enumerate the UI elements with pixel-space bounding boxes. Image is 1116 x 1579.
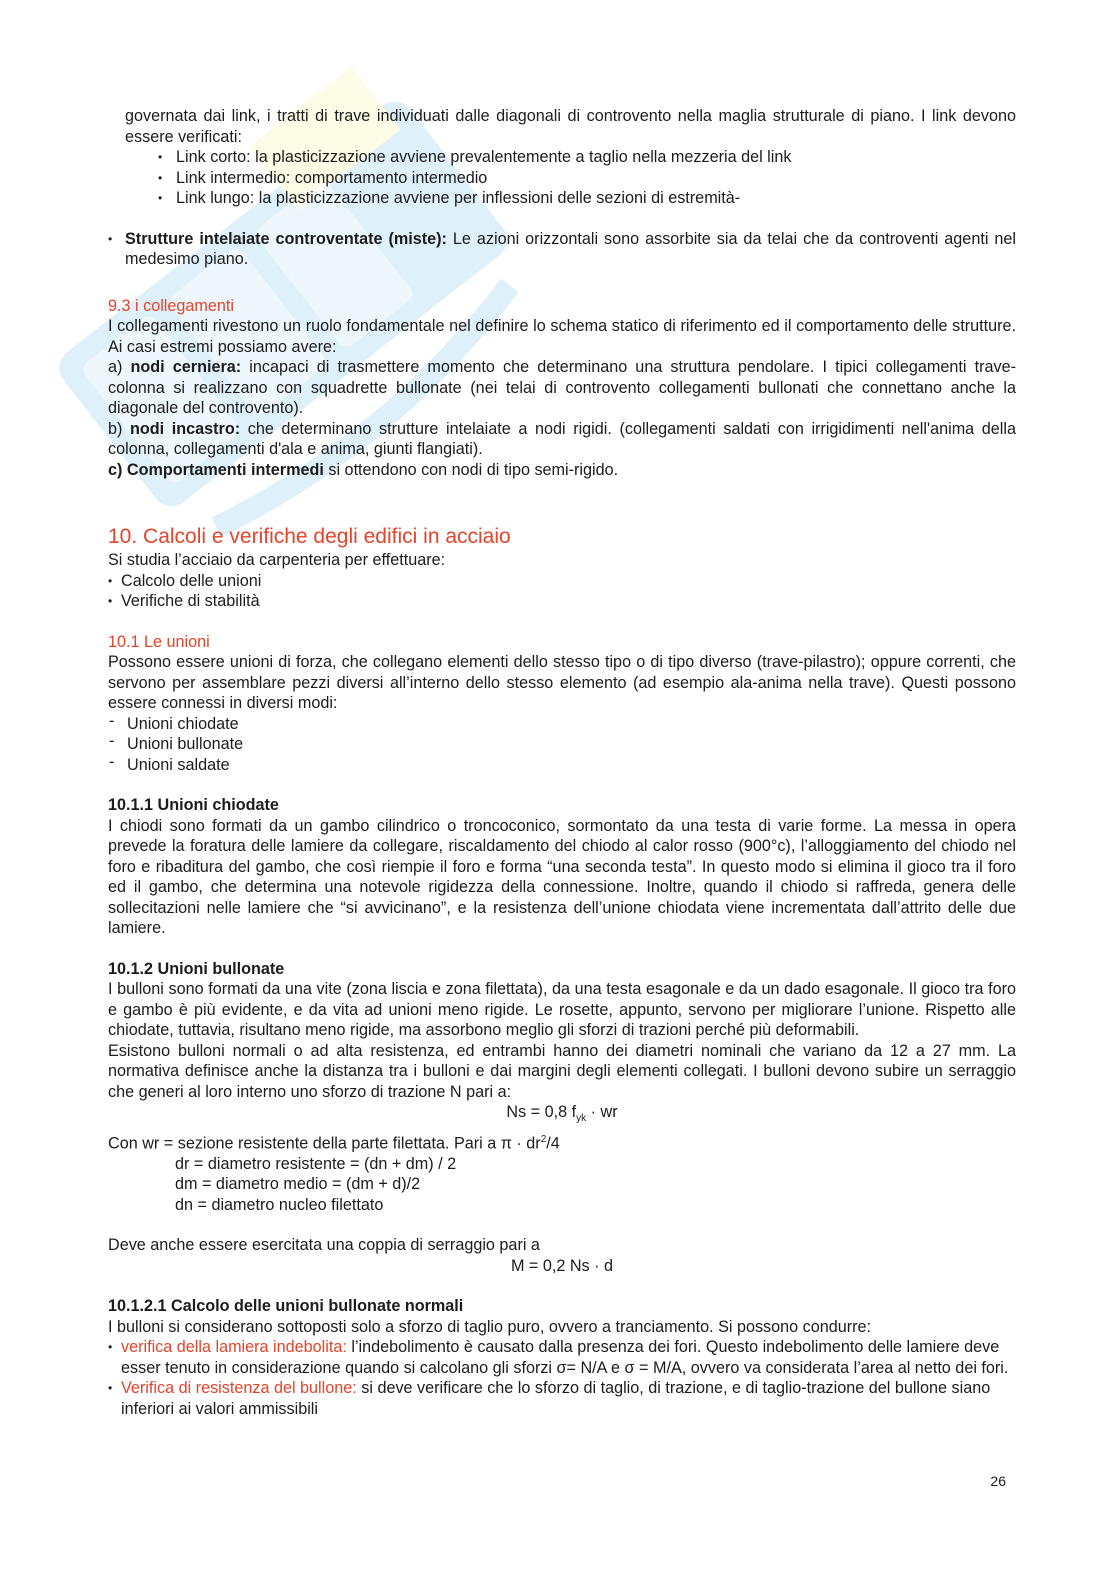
- definition-line: dr = diametro resistente = (dn + dm) / 2: [175, 1154, 457, 1173]
- section-paragraph: Esistono bulloni normali o ad alta resistenza, ed entrambi hanno dei diametri nominali che variano da 12 a 27 mm. La normativa definisce anche la distanza tra i bulloni e dai margini degli elementi collegati. I bulloni devono subire un serraggio che generi al loro interno uno sforzo di trazione N pari a:: [108, 1041, 1016, 1101]
- case-c: c) Comportamenti intermedi si ottendono con nodi di tipo semi-rigido.: [108, 460, 619, 479]
- section-paragraph: I bulloni sono formati da una vite (zona liscia e zona filettata), da una testa esagonale e da un dado esagonale. Il gioco tra foro e gambo è più evidente, e da vita ad unioni meno rigide. Le rosette, appunto, servono per migliorare l’unione. Rispetto alle chiodate, tuttavia, risultano meno rigide, ma assorbono meglio gli sforzi di trazioni perché più deformabili.: [108, 980, 1016, 1039]
- purpose-list: [108, 571, 1016, 612]
- torque-paragraph: Deve anche essere esercitata una coppia di serraggio pari a: [108, 1236, 540, 1255]
- formula-ns: Ns = 0,8 $f_{yk}$ · wr: [506, 1103, 618, 1125]
- list-item: - Unioni chiodate: [108, 714, 1016, 735]
- page-number: 26: [990, 1473, 1006, 1489]
- verification-list: [108, 1337, 1016, 1419]
- case-b: b) nodi incastro: che determinano strutture intelaiate a nodi rigidi. (collegamenti saldati con irrigidimenti nell'anima della colonna, collegamenti d'ala e anima, giunti flangiati).: [108, 419, 1016, 458]
- section-paragraph: I collegamenti rivestono un ruolo fondamentale nel definire lo schema statico di riferimento ed il comportamento delle strutture. Ai casi estremi possiamo avere:: [108, 317, 1016, 356]
- section-paragraph: Si studia l’acciaio da carpenteria per effettuare:: [108, 551, 446, 569]
- wr-definition: Con wr = sezione resistente della parte filettata. Pari a $\pi \cdot dr^2/4$: [108, 1133, 560, 1153]
- section-heading-10-1: 10.1 Le unioni: [108, 632, 210, 651]
- list-item: • Strutture intelaiate controventate (miste): Le azioni orizzontali sono assorbite sia da telai che da controventi agenti nel medesimo piano.: [108, 229, 1016, 270]
- union-type-list: [108, 714, 1016, 776]
- list-item: - Unioni bullonate: [108, 734, 1016, 755]
- section-heading-10: 10. Calcoli e verifiche degli edifici in acciaio: [108, 525, 511, 548]
- definition-line: dm = diametro medio = (dm + d)/2: [175, 1175, 421, 1194]
- definition-line: dn = diametro nucleo filettato: [175, 1195, 384, 1214]
- structure-type-list: [108, 229, 1016, 270]
- page-content: [108, 106, 1016, 1419]
- section-paragraph: I chiodi sono formati da un gambo cilindrico o troncoconico, sormontato da una testa di varie forme. La messa in opera prevede la foratura delle lamiere da collegare, riscaldamento del chiodo al calor rosso (900°c), l’alloggiamento del chiodo nel foro e ribaditura del gambo, che così riempie il foro e forma “una seconda testa”. In questo modo si elimina il gioco tra il foro ed il gambo, che determina una notevole rigidezza della connessione. Inoltre, quando il chiodo si raffreda, genera delle sollecitazioni nelle lamiere che “si avvicinano”, e la resistenza dell’unione chiodata viene incrementata dall’attrito delle due lamiere.: [108, 816, 1016, 937]
- list-item: • Verifiche di stabilità: [108, 591, 1016, 612]
- section-heading-9-3: 9.3 i collegamenti: [108, 296, 234, 315]
- list-item: • Link lungo: la plasticizzazione avviene per inflessioni delle sezioni di estremità-: [108, 188, 1016, 209]
- section-heading-10-1-2: 10.1.2 Unioni bullonate: [108, 959, 285, 978]
- section-paragraph: I bulloni si considerano sottoposti solo a sforzo di taglio puro, ovvero a tranciamento. Si possono condurre:: [108, 1317, 872, 1336]
- section-heading-10-1-1: 10.1.1 Unioni chiodate: [108, 796, 279, 814]
- case-a: a) nodi cerniera: incapaci di trasmettere momento che determinano una struttura pendolare. I tipici collegamenti trave-colonna si realizzano con squadrette bullonate (nei telai di controvento collegamenti bullonati che connettano anche la diagonale del controvento).: [108, 358, 1016, 417]
- list-item: • Verifica di resistenza del bullone: si deve verificare che lo sforzo di taglio, di trazione, e di taglio-trazione del bullone siano inferiori ai valori ammissibili: [108, 1378, 1016, 1419]
- list-item: • Link intermedio: comportamento intermedio: [108, 168, 1016, 189]
- list-item: - Unioni saldate: [108, 755, 1016, 776]
- list-item: • Link corto: la plasticizzazione avviene prevalentemente a taglio nella mezzeria del link: [108, 147, 1016, 168]
- list-item: • Calcolo delle unioni: [108, 571, 1016, 592]
- section-heading-10-1-2-1: 10.1.2.1 Calcolo delle unioni bullonate normali: [108, 1297, 464, 1316]
- intro-paragraph: governata dai link, i tratti di trave individuati dalle diagonali di controvento nella maglia strutturale di piano. I link devono essere verificati:: [125, 107, 1016, 146]
- link-list: [108, 147, 1016, 209]
- list-item: • verifica della lamiera indebolita: l’indebolimento è causato dalla presenza dei fori. Questo indebolimento delle lamiere deve esser tenuto in considerazione quando si calcolano gli sforzi σ= N/A e σ = M/A, ovvero va considerata l’area al netto dei fori.: [108, 1337, 1016, 1378]
- section-paragraph: Possono essere unioni di forza, che collegano elementi dello stesso tipo o di tipo diverso (trave-pilastro); oppure correnti, che servono per assemblare pezzi diversi all’interno dello stesso elemento (ad esempio ala-anima nella trave). Questi possono essere connessi in diversi modi:: [108, 653, 1016, 712]
- formula-torque: M = 0,2 Ns · d: [510, 1256, 614, 1275]
